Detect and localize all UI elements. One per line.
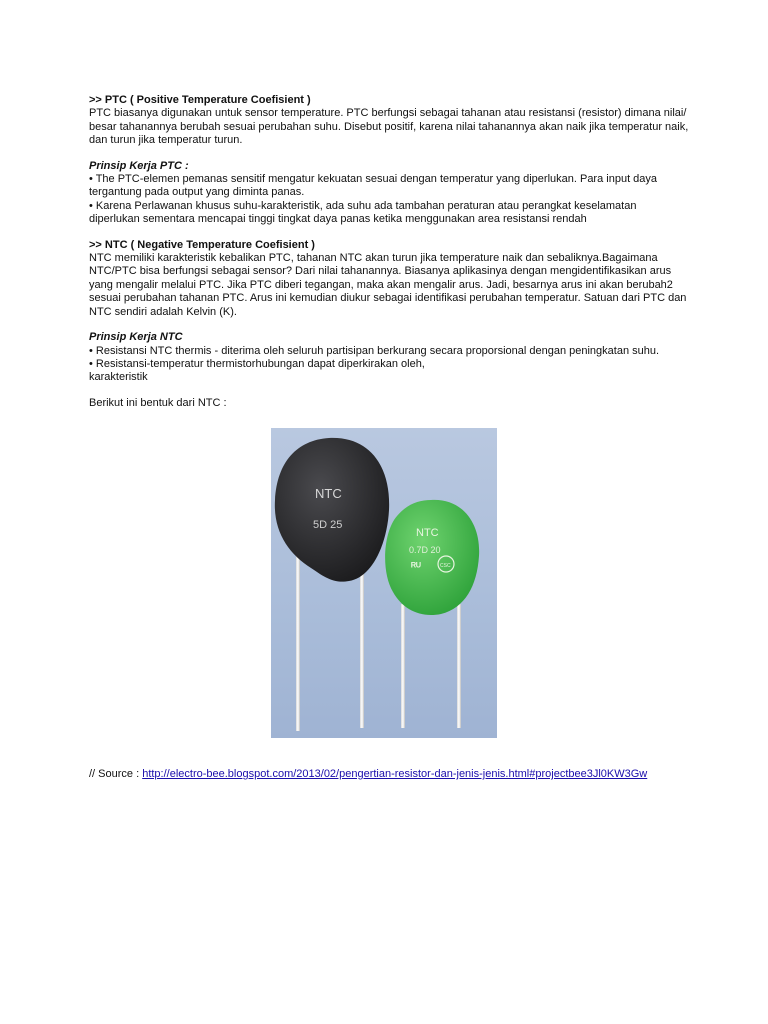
source-link[interactable]: http://electro-bee.blogspot.com/2013/02/pengertian-resistor-dan-jenis-jenis.html#projectbee3Jl0KW3Gw bbox=[142, 768, 648, 780]
figure-intro: Berikut ini bentuk dari NTC : bbox=[89, 396, 227, 409]
ntc-bullet-2: • Resistansi-temperatur thermistorhubungan dapat diperkirakan oleh, bbox=[89, 357, 425, 370]
source-prefix: // Source : bbox=[89, 768, 143, 780]
ntc-heading: >> NTC ( Negative Temperature Coefisient ) bbox=[89, 238, 315, 251]
green-label-1: NTC bbox=[416, 527, 439, 539]
cert-mark: ᴿᵁ bbox=[411, 561, 421, 573]
ntc-thermistor-photo bbox=[271, 428, 497, 738]
black-lead-left bbox=[296, 553, 300, 731]
ntc-bullet-1: • Resistansi NTC thermis - diterima oleh seluruh partisipan berkurang secara proporsional dengan peningkatan suhu. bbox=[89, 344, 660, 357]
green-label-2: 0.7D 20 bbox=[409, 545, 441, 555]
ntc-paragraph: NTC memiliki karakteristik kebalikan PTC, tahanan NTC akan turun jika temperature naik dan sebaliknya.Bagaimana NTC/PTC bisa berfungsi sebagai sensor? Dari nilai tahanannya. Biasanya aplikasinya dengan mengidentifikasikan arus yang mengalir melalui PTC. Jika PTC diberi tegangan, maka akan mengalir arus. Jadi, besarnya arus ini akan berubah2 sesuai perubahan tahanan PTC. Arus ini kemudian diukur sebagai identifikasi perubahan temperatur. Satuan dari PTC dan NTC sendiri adalah Kelvin (K). bbox=[89, 252, 687, 318]
black-lead-right bbox=[360, 556, 364, 728]
cert-circle: CSC bbox=[440, 563, 451, 569]
green-thermistor-body bbox=[385, 500, 479, 615]
ntc-principle-heading: Prinsip Kerja NTC bbox=[89, 331, 183, 344]
source-line bbox=[89, 768, 647, 781]
document-body bbox=[89, 94, 689, 410]
ptc-heading: >> PTC ( Positive Temperature Coefisient ) bbox=[89, 94, 311, 106]
green-lead-right bbox=[457, 604, 461, 728]
black-label-2: 5D 25 bbox=[313, 519, 343, 531]
black-thermistor-body bbox=[275, 438, 389, 582]
ntc-trailing-text: karakteristik bbox=[89, 371, 148, 384]
ptc-paragraph: PTC biasanya digunakan untuk sensor temperature. PTC berfungsi sebagai tahanan atau resistansi (resistor) dimana nilai/ besar tahanannya berubah sesuai perubahan suhu. Disebut positif, karena nilai tahanannya akan naik jika temperatur naik, dan turun jika temperatur turun. bbox=[89, 107, 689, 147]
ptc-bullet-2: • Karena Perlawanan khusus suhu-karakteristik, ada suhu ada tambahan peraturan atau perangkat keselamatan diperlukan sementara mencapai tinggi tingkat daya panas ketika menggunakan area resistansi rendah bbox=[89, 199, 637, 226]
green-lead-left bbox=[401, 604, 405, 728]
black-label-1: NTC bbox=[315, 486, 342, 501]
ptc-bullet-1: • The PTC-elemen pemanas sensitif mengatur kekuatan sesuai dengan temperatur yang diperlukan. Para input daya tergantung pada output yang diminta panas. bbox=[89, 173, 658, 199]
ptc-principle-heading: Prinsip Kerja PTC : bbox=[89, 159, 189, 172]
